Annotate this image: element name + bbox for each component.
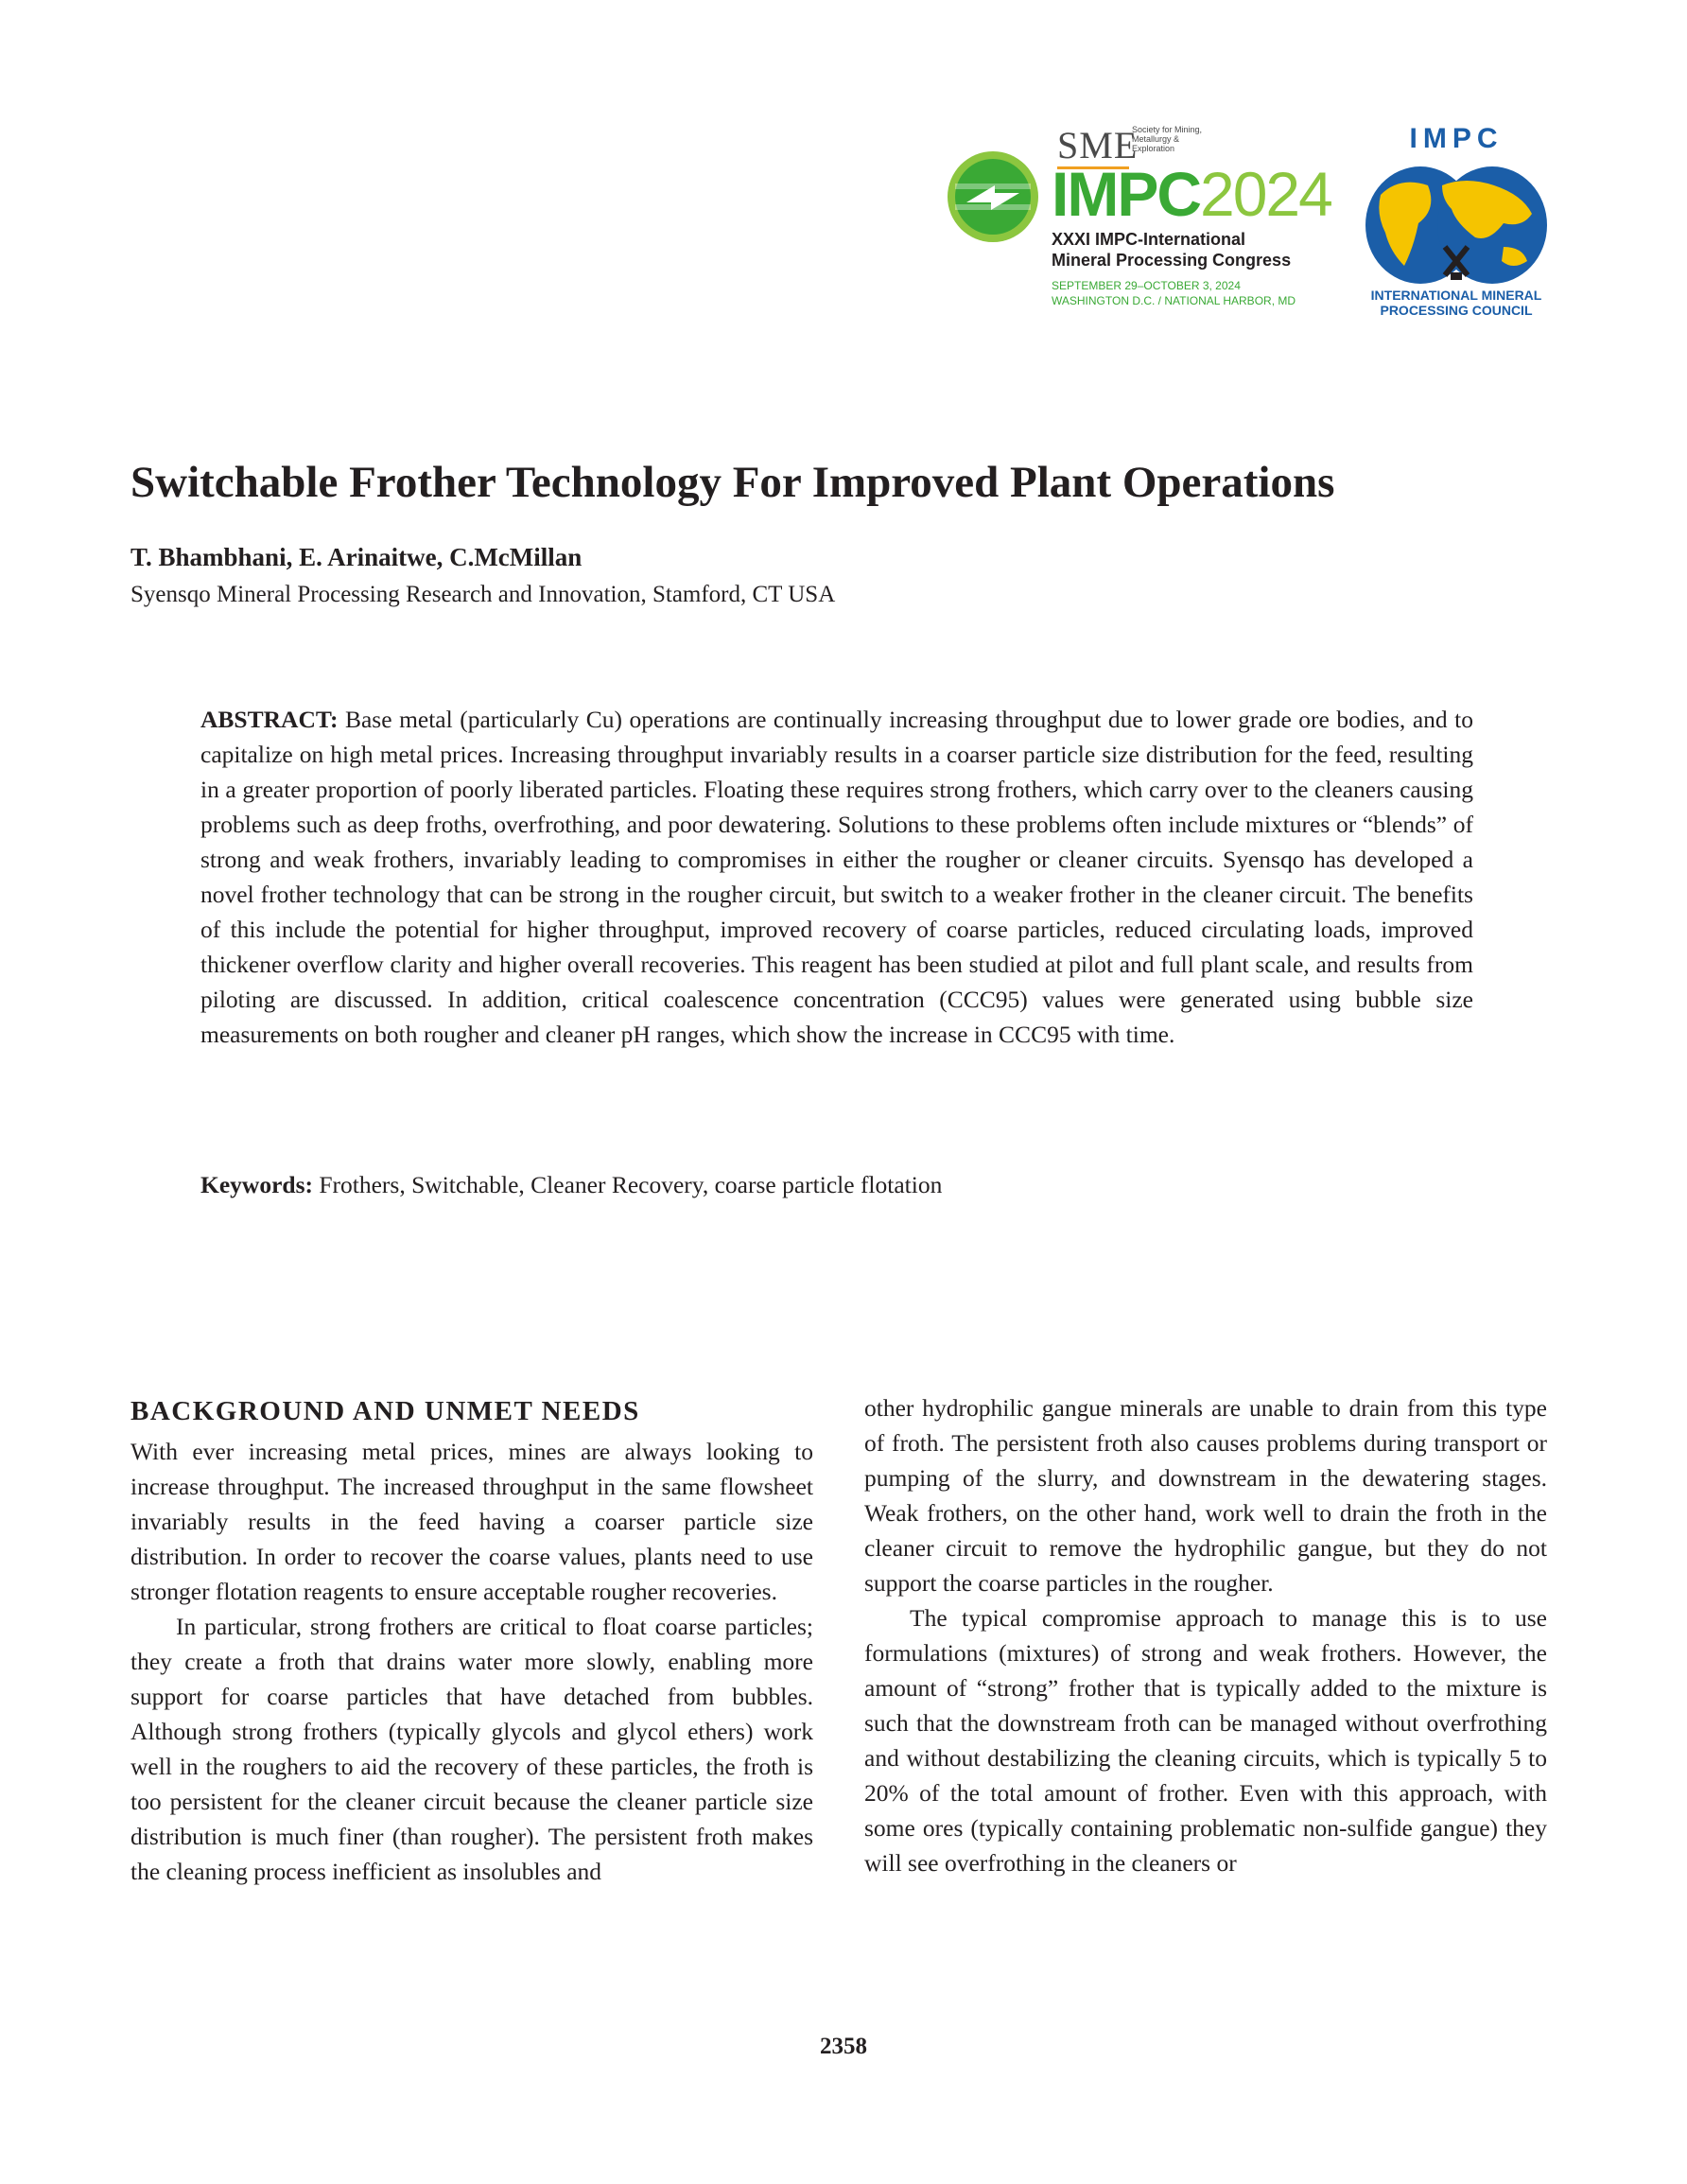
- sme-tagline: Society for Mining, Metallurgy & Exploration: [1132, 125, 1203, 153]
- impc-dates-location: [1052, 278, 1296, 308]
- paper-title: Switchable Frother Technology For Improved Plant Operations: [130, 458, 1335, 507]
- body-paragraph: The typical compromise approach to manage this is to use formulations (mixtures) of strong and weak frothers. However, the amount of “strong” frother that is typically added to the mixture is such that the downstream froth can be managed without overfrothing and without destabilizing the cleaning circuits, which is typically 5 to 20% of the total amount of frother. Even with this approach, with some ores (typically containing problematic non-sulfide gangue) they will see overfrothing in the cleaners or: [864, 1604, 1547, 1877]
- impc-congress-name: [1052, 229, 1291, 271]
- body-column-right: [864, 1390, 1547, 1880]
- council-name: [1362, 288, 1551, 318]
- impc-acronym: IMPC: [1052, 159, 1200, 229]
- impc-year: 2024: [1200, 159, 1331, 229]
- council-line2: PROCESSING COUNCIL: [1380, 303, 1533, 318]
- body-paragraph: other hydrophilic gangue minerals are unable to drain from this type of froth. The persistent froth also causes problems during transport or pumping of the slurry, and downstream in the dewatering stages. Weak frothers, on the other hand, work well to drain the froth in the cleaner circuit to remove the hydrophilic gangue, but they do not support the coarse particles in the rougher.: [864, 1394, 1547, 1597]
- globe-icon: [1362, 157, 1551, 299]
- impc-location: WASHINGTON D.C. / NATIONAL HARBOR, MD: [1052, 294, 1296, 307]
- impc-dates: SEPTEMBER 29–OCTOBER 3, 2024: [1052, 279, 1241, 292]
- body-paragraph: With ever increasing metal prices, mines are always looking to increase throughput. The increased throughput in the same flowsheet invariably results in the feed having a coarser particle size distribution. In order to recover the coarse values, plants need to use stronger flotation reagents to ensure acceptable rougher recoveries.: [130, 1438, 813, 1605]
- abstract-text: Base metal (particularly Cu) operations are continually increasing throughput due to lower grade ore bodies, and to capitalize on high metal prices. Increasing throughput invariably results in a coarser particle size distribution for the feed, resulting in a greater proportion of poorly liberated particles. Floating these requires strong frothers, which carry over to the cleaners causing problems such as deep froths, overfrothing, and poor dewatering. Solutions to these problems often include mixtures or “blends” of strong and weak frothers, invariably leading to compromises in either the rougher or cleaner circuits. Syensqo has developed a novel frother technology that can be strong in the rougher circuit, but switch to a weaker frother in the cleaner circuit. The benefits of this include the potential for higher throughput, improved recovery of coarse particles, reduced circulating loads, improved thickener overflow clarity and higher overall recoveries. This reagent has been studied at pilot and full plant scale, and results from piloting are discussed. In addition, critical coalescence concentration (CCC95) values were generated using bubble size measurements on both rougher and cleaner pH ranges, which show the increase in CCC95 with time.: [200, 706, 1473, 1048]
- impc-council-logo: [1362, 123, 1551, 326]
- abstract: [200, 702, 1473, 1052]
- council-line1: INTERNATIONAL MINERAL: [1370, 288, 1542, 303]
- paper-authors: T. Bhambhani, E. Arinaitwe, C.McMillan: [130, 543, 583, 571]
- impc-line2: Mineral Processing Congress: [1052, 251, 1292, 270]
- abstract-label: ABSTRACT:: [200, 706, 339, 733]
- impc-wordmark: [1052, 161, 1331, 227]
- section-heading: BACKGROUND AND UNMET NEEDS: [130, 1396, 640, 1426]
- sme-logo-text: SME: [1057, 124, 1139, 166]
- page-number: 2358: [820, 2034, 867, 2059]
- keywords-text: Frothers, Switchable, Cleaner Recovery, coarse particle flotation: [319, 1171, 943, 1198]
- impc-line1: XXXI IMPC-International: [1052, 230, 1246, 249]
- body-paragraph: In particular, strong frothers are critical to float coarse particles; they create a froth that drains water more slowly, enabling more support for coarse particles that have detached from bubbles. Although strong frothers (typically glycols and glycol ethers) work well in the roughers to aid the recovery of these particles, the froth is too persistent for the cleaner circuit because the cleaner particle size distribution is much finer (than rougher). The persistent froth makes the cleaning process inefficient as insolubles and: [130, 1613, 813, 1885]
- impc-circle-icon: [946, 149, 1040, 244]
- council-acronym: IMPC: [1409, 123, 1504, 154]
- impc2024-logo: [946, 112, 1343, 324]
- keywords: [200, 1167, 1473, 1202]
- paper-affiliation: Syensqo Mineral Processing Research and Innovation, Stamford, CT USA: [130, 582, 836, 607]
- body-column-left: [130, 1394, 813, 1889]
- keywords-label: Keywords:: [200, 1171, 313, 1198]
